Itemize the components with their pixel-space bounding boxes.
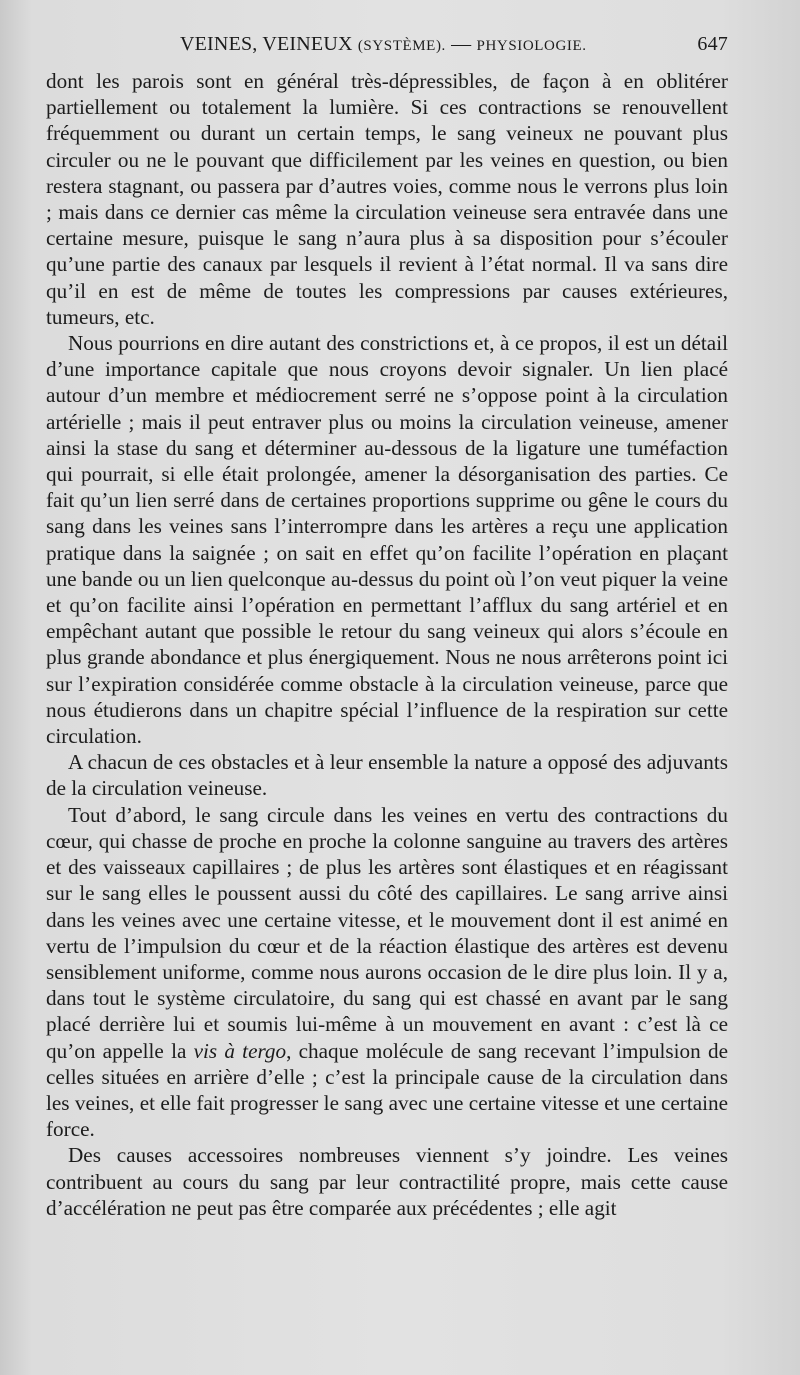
- page-number: 647: [697, 33, 728, 55]
- paragraph-text: dont les parois sont en général très-dépressibles, de façon à en oblitérer partiellement ou totalement la lumière. Si ces contractions se renouvellent fréquemment ou durant un certain temps, le sang veineux ne pouvant plus circuler ou ne le pouvant que difficilement par les veines en question, ou bien restera stagnant, ou passera par d’autres voies, comme nous le verrons plus loin ; mais dans ce dernier cas même la circulation veineuse sera entravée dans une certaine mesure, puisque le sang n’aura plus à sa disposition pour s’écouler qu’une partie des canaux par lesquels il revient à l’état normal. Il va sans dire qu’il en est de même de toutes les compressions par causes extérieures, tumeurs, etc.: [46, 69, 728, 329]
- header-title-section: (SYSTÈME).: [357, 38, 446, 54]
- header-dash: —: [451, 33, 472, 55]
- paragraph-1: [46, 68, 728, 330]
- paragraph-3: [46, 749, 728, 801]
- paragraph-text: A chacun de ces obstacles et à leur ensemble la nature a opposé des adjuvants de la circulation veineuse.: [46, 750, 728, 801]
- paragraph-text-part: , chaque molécule de sang recevant l’impulsion de celles situées en arrière d’elle ; c’est la principale cause de la circulation dans les veines, et elle fait progresser le sang avec une certaine vitesse et une certaine force.: [46, 1038, 728, 1142]
- body-text: [46, 68, 728, 1221]
- paragraph-text: Des causes accessoires nombreuses viennent s’y joindre. Les veines contribuent au cours du sang par leur contractilité propre, mais cette cause d’accélération ne peut pas être comparée aux précédentes ; elle agit: [46, 1143, 728, 1220]
- header-title: [180, 33, 587, 56]
- paragraph-4: [46, 802, 728, 1143]
- running-header: [46, 30, 728, 60]
- paragraph-2: [46, 330, 728, 749]
- paragraph-text: [46, 802, 728, 1143]
- header-subject: PHYSIOLOGIE.: [476, 38, 587, 54]
- paragraph-5: [46, 1142, 728, 1221]
- paragraph-text-part: Tout d’abord, le sang circule dans les veines en vertu des contractions du cœur, qui chasse de proche en proche la colonne sanguine au travers des artères et des vaisseaux capillaires ; de plus les artères sont élastiques et en réagissant sur le sang elles le poussent aussi du côté des capillaires. Le sang arrive ainsi dans les veines avec une certaine vitesse, et le mouvement dont il est animé en vertu de l’impulsion du cœur et de la réaction élastique des artères est devenu sensiblement uniforme, comme nous aurons occasion de le dire plus loin. Il y a, dans tout le système circulatoire, du sang qui est chassé en avant par le sang placé derrière lui et soumis lui-même à un mouvement en avant : c’est là ce qu’on appelle la: [46, 802, 728, 1063]
- paragraph-text: Nous pourrions en dire autant des constrictions et, à ce propos, il est un détail d’une importance capitale que nous croyons devoir signaler. Un lien placé autour d’un membre et médiocrement serré ne s’oppose point à la circulation artérielle ; mais il peut entraver plus ou moins la circulation veineuse, amener ainsi la stase du sang et déterminer au-dessous de la ligature une tuméfaction qui pourrait, si elle était prolongée, amener la désorganisation des parties. Ce fait qu’un lien serré dans de certaines proportions supprime ou gêne le cours du sang dans les veines sans l’interrompre dans les artères a reçu une application pratique dans la saignée ; on sait en effet qu’on facilite l’opération en plaçant une bande ou un lien quelconque au-dessus du point où l’on veut piquer la veine et qu’on facilite ainsi l’opération en permettant l’afflux du sang artériel et en empêchant autant que possible le retour du sang veineux qui alors s’écoule en plus grande abondance et plus énergiquement. Nous ne nous arrêterons point ici sur l’expiration considérée comme obstacle à la circulation veineuse, parce que nous étudierons dans un chapitre spécial l’influence de la respiration sur cette circulation.: [46, 331, 728, 749]
- header-title-main: VEINES, VEINEUX: [180, 33, 353, 55]
- latin-term: vis à tergo: [193, 1038, 287, 1063]
